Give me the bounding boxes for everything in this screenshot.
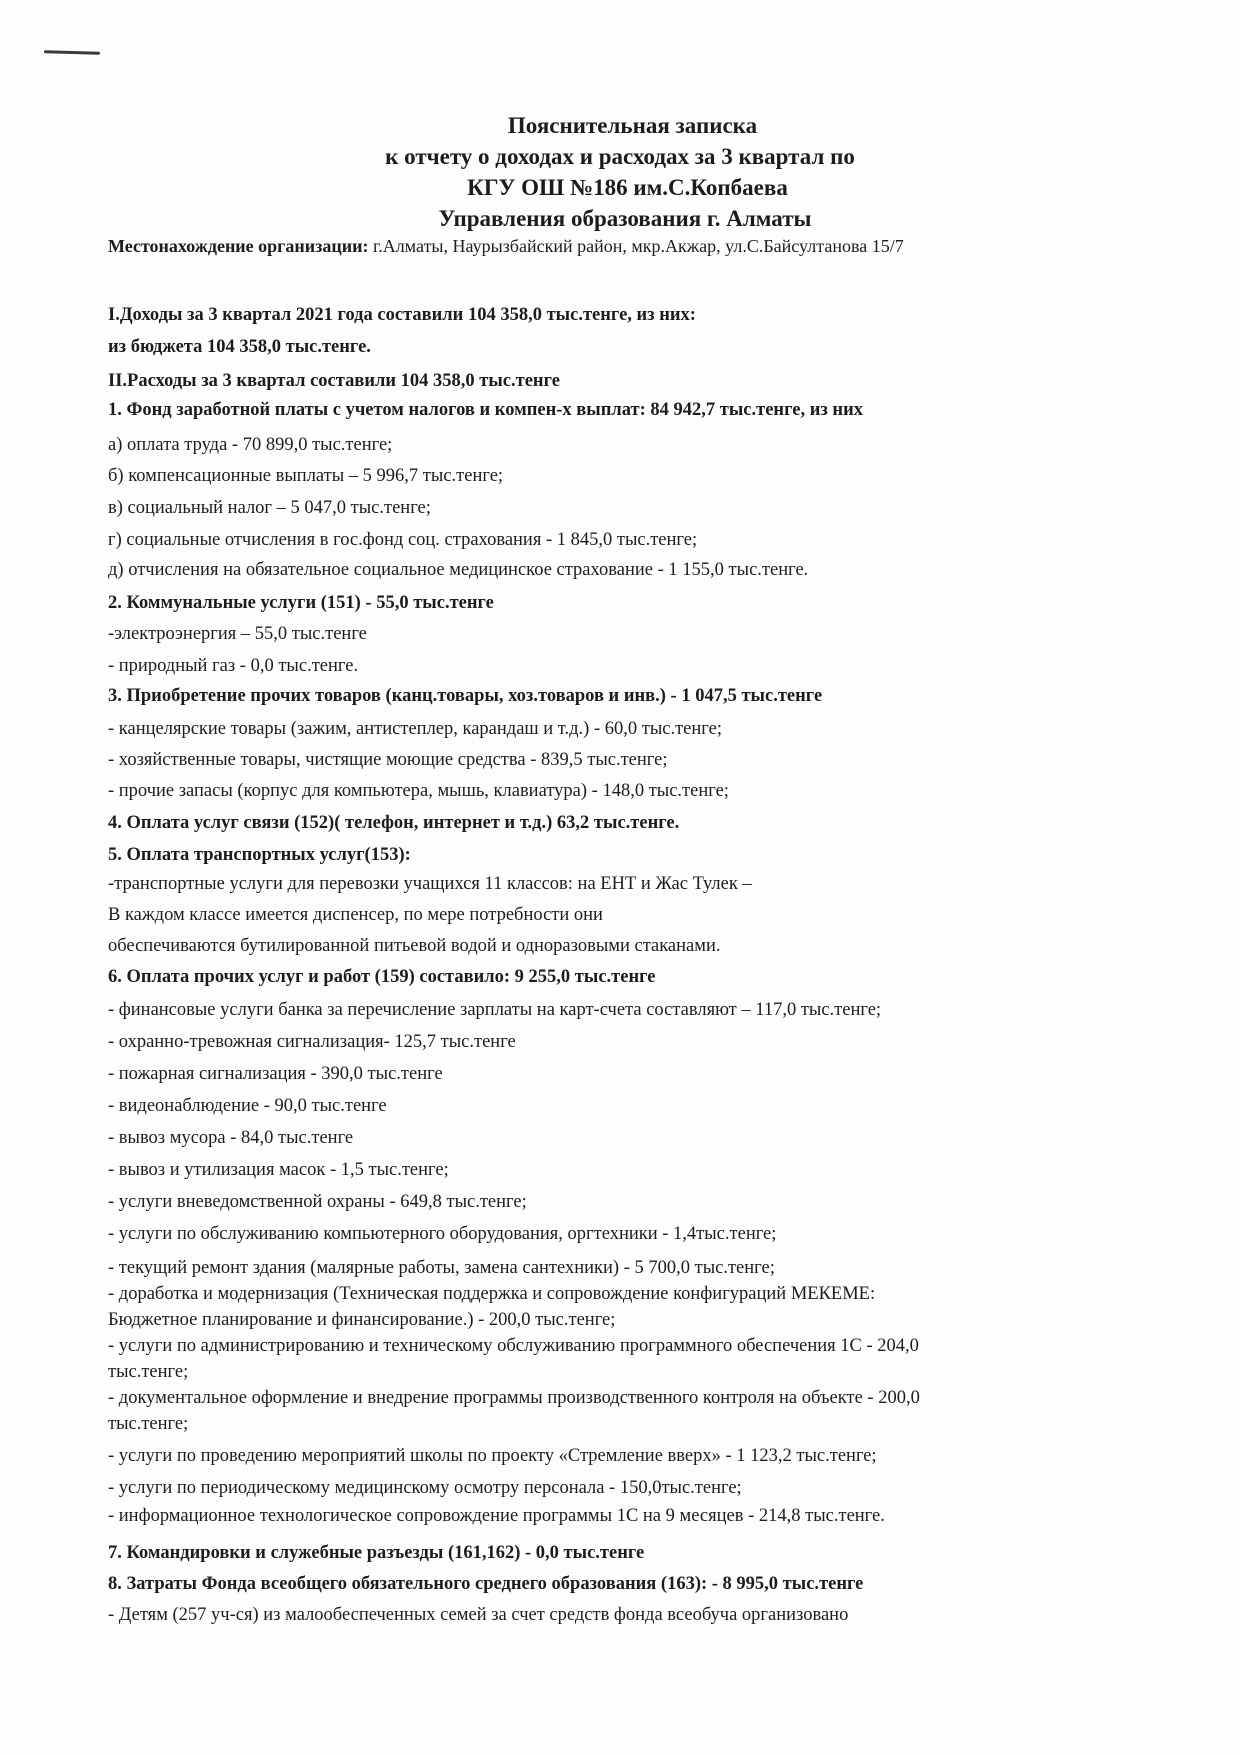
section-8-item-children: - Детям (257 уч-ся) из малообеспеченных семей за счет средств фонда всеобуча организовано [108,1605,849,1625]
section-6-item-bank: - финансовые услуги банка за перечисление зарплаты на карт-счета составляют – 117,0 тыс.тенге; [108,1000,882,1020]
title-line-3: КГУ ОШ №186 им.С.Копбаева [467,175,788,200]
section-6-item-medical: - услуги по периодическому медицинскому осмотру персонала - 150,0тыс.тенге; [108,1478,742,1498]
section-7-heading: 7. Командировки и служебные разъезды (161,162) - 0,0 тыс.тенге [108,1543,645,1563]
section-4-heading: 4. Оплата услуг связи (152)( телефон, интернет и т.д.) 63,2 тыс.тенге. [108,813,680,833]
section-6-item-waste: - вывоз мусора - 84,0 тыс.тенге [108,1128,354,1148]
section-6-item-production-control: - документальное оформление и внедрение программы производственного контроля на объекте - 200,0 [108,1388,920,1408]
section-6-item-mekeme-cont: Бюджетное планирование и финансирование.) - 200,0 тыс.тенге; [108,1310,616,1330]
section-3-heading: 3. Приобретение прочих товаров (канц.товары, хоз.товаров и инв.) - 1 047,5 тыс.тенге [108,686,823,706]
section-1-item-b: б) компенсационные выплаты – 5 996,7 тыс.тенге; [108,466,504,486]
section-6-heading: 6. Оплата прочих услуг и работ (159) составило: 9 255,0 тыс.тенге [108,967,656,987]
organization-location [108,236,904,257]
location-value: г.Алматы, Наурызбайский район, мкр.Акжар, ул.С.Байсултанова 15/7 [368,236,904,256]
title-line-2: к отчету о доходах и расходах за 3 квартал по [385,144,855,169]
income-budget-line: из бюджета 104 358,0 тыс.тенге. [108,337,371,357]
section-3-item-other-stock: - прочие запасы (корпус для компьютера, мышь, клавиатура) - 148,0 тыс.тенге; [108,781,729,801]
section-2-item-electricity: -электроэнергия – 55,0 тыс.тенге [108,624,367,644]
section-6-item-masks: - вывоз и утилизация масок - 1,5 тыс.тенге; [108,1160,449,1180]
title-line-1: Пояснительная записка [507,113,758,138]
section-1-item-e: д) отчисления на обязательное социальное медицинское страхование - 1 155,0 тыс.тенге. [108,560,809,580]
scan-mark [44,50,100,54]
section-2-heading: 2. Коммунальные услуги (151) - 55,0 тыс.тенге [108,593,494,613]
section-1-item-d: г) социальные отчисления в гос.фонд соц. страхования - 1 845,0 тыс.тенге; [108,530,698,550]
expenses-total-line: II.Расходы за 3 квартал составили 104 358,0 тыс.тенге [108,371,560,391]
location-label: Местонахождение организации: [108,236,369,256]
document-title [0,110,1240,234]
section-6-item-1c-admin-cont: тыс.тенге; [108,1362,189,1382]
section-1-heading: 1. Фонд заработной платы с учетом налогов и компен-х выплат: 84 942,7 тыс.тенге, из них [108,400,863,420]
section-5-heading: 5. Оплата транспортных услуг(153): [108,845,411,865]
section-6-item-video: - видеонаблюдение - 90,0 тыс.тенге [108,1096,387,1116]
section-6-item-events: - услуги по проведению мероприятий школы по проекту «Стремление вверх» - 1 123,2 тыс.тенге; [108,1446,877,1466]
section-5-text-water: обеспечиваются бутилированной питьевой водой и одноразовыми стаканами. [108,936,721,956]
section-5-text-dispenser: В каждом классе имеется диспенсер, по мере потребности они [108,905,603,925]
section-6-item-repair: - текущий ремонт здания (малярные работы, замена сантехники) - 5 700,0 тыс.тенге; [108,1258,775,1278]
section-6-item-fire-alarm: - пожарная сигнализация - 390,0 тыс.тенге [108,1064,443,1084]
section-6-item-security: - услуги вневедомственной охраны - 649,8 тыс.тенге; [108,1192,527,1212]
income-total-line: I.Доходы за 3 квартал 2021 года составили 104 358,0 тыс.тенге, из них: [108,305,696,325]
section-6-item-alarm: - охранно-тревожная сигнализация- 125,7 тыс.тенге [108,1032,516,1052]
title-line-4: Управления образования г. Алматы [438,206,812,231]
section-6-item-1c-admin: - услуги по администрированию и техническому обслуживанию программного обеспечения 1С - 204,0 [108,1336,919,1356]
section-6-item-computers: - услуги по обслуживанию компьютерного оборудования, оргтехники - 1,4тыс.тенге; [108,1224,777,1244]
section-1-item-c: в) социальный налог – 5 047,0 тыс.тенге; [108,498,431,518]
section-8-heading: 8. Затраты Фонда всеобщего обязательного среднего образования (163): - 8 995,0 тыс.тенге [108,1574,864,1594]
section-1-item-a: а) оплата труда - 70 899,0 тыс.тенге; [108,435,393,455]
section-6-item-production-control-cont: тыс.тенге; [108,1414,189,1434]
section-3-item-household: - хозяйственные товары, чистящие моющие средства - 839,5 тыс.тенге; [108,750,668,770]
section-6-item-mekeme: - доработка и модернизация (Техническая поддержка и сопровождение конфигураций МЕКЕМЕ: [108,1284,876,1304]
section-5-item-transport: -транспортные услуги для перевозки учащихся 11 классов: на ЕНТ и Жас Тулек – [108,874,752,894]
section-3-item-stationery: - канцелярские товары (зажим, антистеплер, карандаш и т.д.) - 60,0 тыс.тенге; [108,719,722,739]
section-2-item-gas: - природный газ - 0,0 тыс.тенге. [108,656,359,676]
section-6-item-1c-support: - информационное технологическое сопровождение программы 1С на 9 месяцев - 214,8 тыс.тенге. [108,1506,885,1526]
